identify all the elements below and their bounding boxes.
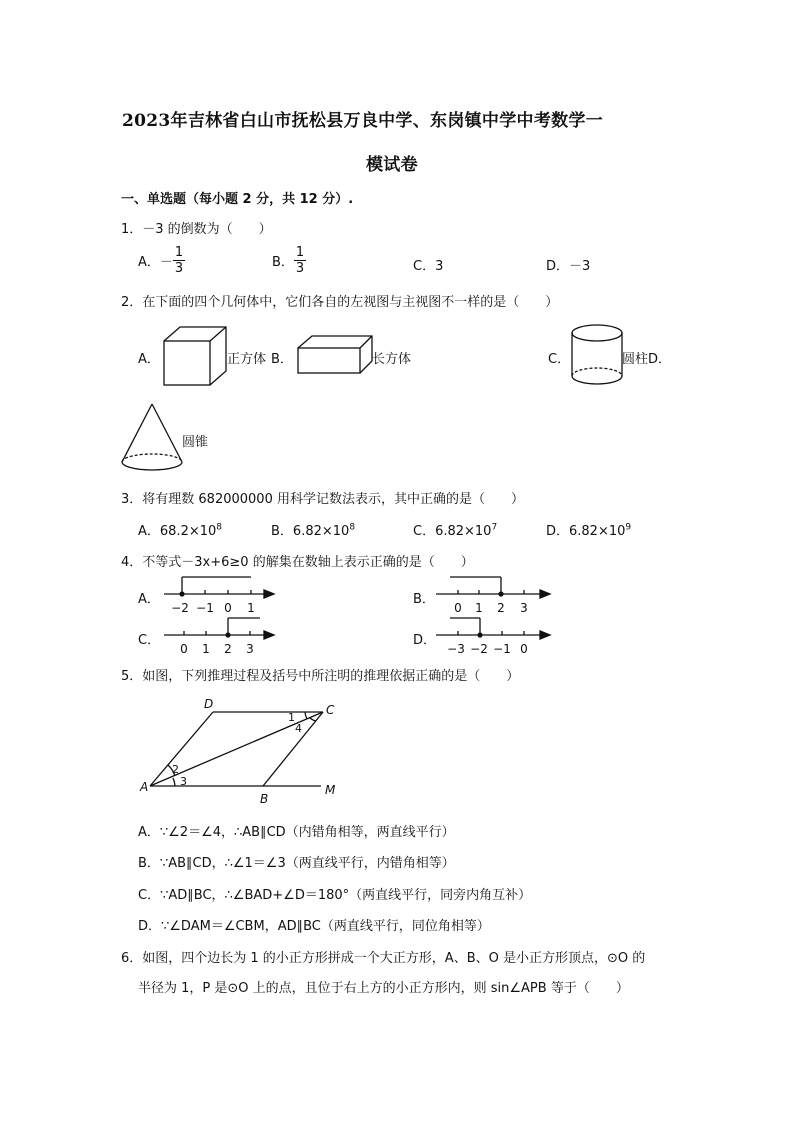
q2-option-c-label: C．: [548, 352, 571, 367]
q4-number-line-a: [160, 574, 276, 618]
q4-number-line-c: [160, 615, 278, 659]
q1-b-denominator: 3: [295, 261, 305, 276]
q1-option-d: D．－3: [546, 259, 591, 274]
q2-option-d-label: D．: [648, 352, 672, 367]
q1-option-a-fraction: [173, 246, 185, 275]
question-3-stem: 3．将有理数 682000000 用科学记数法表示，其中正确的是（ ）: [121, 492, 524, 507]
tick-label: −3: [447, 642, 465, 656]
tick-label: 0: [180, 642, 188, 656]
q5-option-d: D．∵∠DAM＝∠CBM，AD∥BC（两直线平行，同位角相等）: [138, 919, 490, 934]
q4-option-c-label: C．: [138, 633, 161, 648]
q5-option-b: B．∵AB∥CD，∴∠1＝∠3（两直线平行，内错角相等）: [138, 856, 455, 871]
q1-a-numerator: 1: [174, 245, 184, 260]
question-1-stem: 1．－3 的倒数为（ ）: [121, 222, 272, 237]
tick-label: −2: [470, 642, 488, 656]
page-title-line2: 模试卷: [366, 155, 418, 175]
q5-option-c: C．∵AD∥BC，∴∠BAD+∠D＝180°（两直线平行，同旁内角互补）: [138, 888, 532, 903]
question-2-stem: 2．在下面的四个几何体中，它们各自的左视图与主视图不一样的是（ ）: [121, 295, 559, 310]
q3-option-d-text: D．6.82×10: [546, 524, 626, 539]
tick-label: 3: [246, 642, 254, 656]
q3-option-b: [271, 520, 355, 539]
cube-figure: [162, 325, 228, 387]
cylinder-figure: [569, 322, 625, 388]
q1-option-a-label: A．－: [138, 255, 173, 270]
angle-label-2: 2: [172, 763, 179, 776]
fig-label-D: D: [204, 697, 214, 711]
q2-option-c-name-text: 圆柱: [622, 352, 649, 367]
tick-label: −1: [493, 642, 511, 656]
question-5-stem: 5．如图，下列推理过程及括号中所注明的推理依据正确的是（ ）: [121, 669, 520, 684]
section-heading: 一、单选题（每小题 2 分，共 12 分）.: [121, 192, 354, 207]
q4-option-d-label: D．: [413, 633, 437, 648]
q2-option-a-label: A．: [138, 352, 160, 367]
q2-option-d-name: 圆锥: [182, 435, 209, 450]
tick-label: 0: [454, 601, 462, 615]
tick-label: 0: [224, 601, 232, 615]
q1-option-c: C．3: [413, 259, 444, 274]
tick-label: 1: [202, 642, 210, 656]
q2-option-b-name: 长方体: [372, 352, 412, 367]
tick-label: 3: [520, 601, 528, 615]
question-4-stem: 4．不等式－3x+6≥0 的解集在数轴上表示正确的是（ ）: [121, 555, 474, 570]
q3-option-d: [546, 520, 631, 539]
q3-option-a-text: A．68.2×10: [138, 524, 217, 539]
tick-label: 2: [224, 642, 232, 656]
cuboid-figure: [296, 334, 374, 376]
q3-option-a: [138, 520, 222, 539]
question-6-line2: 半径为 1，P 是⊙O 上的点，且位于右上方的小正方形内，则 sin∠APB 等于（ ）: [138, 981, 629, 996]
q4-number-line-d: [434, 615, 552, 659]
tick-label: 1: [247, 601, 255, 615]
q2-option-b-label: B．: [271, 352, 293, 367]
q1-option-b: [272, 246, 306, 275]
q1-a-denominator: 3: [174, 261, 184, 276]
q3-option-c-exponent: 7: [491, 522, 498, 533]
fig-label-C: C: [326, 703, 335, 717]
page-title-line1: 2023年吉林省白山市抚松县万良中学、东岗镇中学中考数学一: [122, 111, 604, 131]
q3-option-b-exponent: 8: [349, 522, 356, 533]
fig-label-A: A: [140, 780, 149, 794]
tick-label: 2: [497, 601, 505, 615]
q2-option-c-name: [622, 348, 671, 367]
q3-option-c-text: C．6.82×10: [413, 524, 492, 539]
tick-label: −1: [196, 601, 214, 615]
q3-option-b-text: B．6.82×10: [271, 524, 350, 539]
q3-option-a-exponent: 8: [216, 522, 223, 533]
q3-option-c: [413, 520, 497, 539]
q1-option-b-fraction: [294, 246, 306, 275]
question-6-line1: 6．如图，四个边长为 1 的小正方形拼成一个大正方形，A、B、O 是小正方形顶点，⊙O 的: [121, 951, 646, 966]
q4-option-a-label: A．: [138, 592, 160, 607]
q1-b-numerator: 1: [295, 245, 305, 260]
q1-option-a: [138, 246, 185, 275]
q5-parallelogram-figure: [138, 694, 348, 806]
angle-label-4: 4: [295, 722, 302, 735]
cone-figure: [119, 402, 185, 474]
tick-label: −2: [171, 601, 189, 615]
angle-label-3: 3: [180, 775, 187, 788]
q5-option-a: A．∵∠2＝∠4，∴AB∥CD（内错角相等，两直线平行）: [138, 825, 455, 840]
fig-label-M: M: [325, 783, 336, 797]
tick-label: 0: [520, 642, 528, 656]
q2-option-a-name: 正方体: [227, 352, 267, 367]
q4-option-b-label: B．: [413, 592, 435, 607]
tick-label: 1: [475, 601, 483, 615]
fig-label-B: B: [260, 792, 269, 806]
q3-option-d-exponent: 9: [625, 522, 632, 533]
q4-number-line-b: [434, 574, 552, 618]
angle-label-1: 1: [288, 711, 295, 724]
q1-option-b-label: B．: [272, 255, 294, 270]
